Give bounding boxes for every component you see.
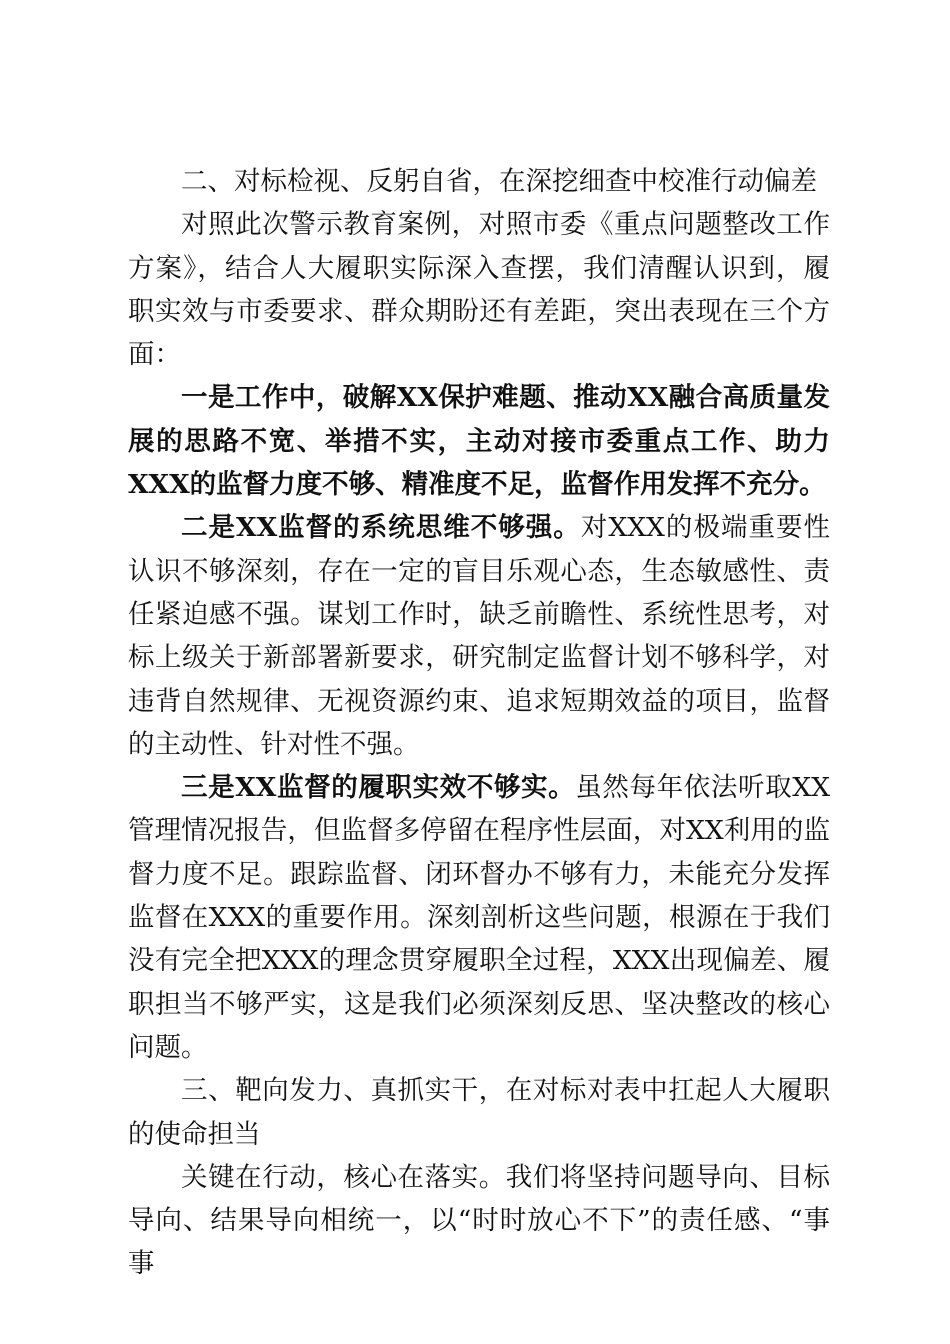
section-heading-2: 二、对标检视、反躬自省，在深挖细查中校准行动偏差: [181, 166, 817, 197]
problem-three-paragraph: [128, 766, 830, 1069]
problem-two-lead: 二是XX监督的系统思维不够强。: [181, 512, 581, 544]
intro-paragraph: 对照此次警示教育案例，对照市委《重点问题整改工作方案》，结合人大履职实际深入查摆，我们清醒认识到，履职实效与市委要求、群众期盼还有差距，突出表现在三个方面：: [128, 209, 830, 371]
action-paragraph: 关键在行动，核心在落实。我们将坚持问题导向、目标导向、结果导向相统一，以“时时放心不下”的责任感、“事事: [128, 1161, 830, 1280]
problem-three-lead: 三是XX监督的履职实效不够实。: [181, 772, 576, 804]
document-page: [128, 160, 830, 1286]
section-heading-3: 三、靶向发力、真抓实干，在对标对表中扛起人大履职的使命担当: [128, 1075, 830, 1150]
problem-two-body: 对XXX的极端重要性认识不够深刻，存在一定的盲目乐观心态，生态敏感性、责任紧迫感不强。谋划工作时，缺乏前瞻性、系统性思考，对标上级关于新部署新要求，研究制定监督计划不够科学，对违背自然规律、无视资源约束、追求短期效益的项目，监督的主动性、针对性不强。: [128, 512, 830, 760]
problem-two-paragraph: [128, 506, 830, 766]
problem-one-paragraph: 一是工作中，破解XX保护难题、推动XX融合高质量发展的思路不宽、举措不实，主动对接市委重点工作、助力XXX的监督力度不够、精准度不足，监督作用发挥不充分。: [128, 382, 830, 501]
problem-three-body: 虽然每年依法听取XX管理情况报告，但监督多停留在程序性层面，对XX利用的监督力度不足。跟踪监督、闭环督办不够有力，未能充分发挥监督在XXX的重要作用。深刻剖析这些问题，根源在于我们没有完全把XXX的理念贯穿履职全过程，XXX出现偏差、履职担当不够严实，这是我们必须深刻反思、坚决整改的核心问题。: [128, 772, 831, 1063]
